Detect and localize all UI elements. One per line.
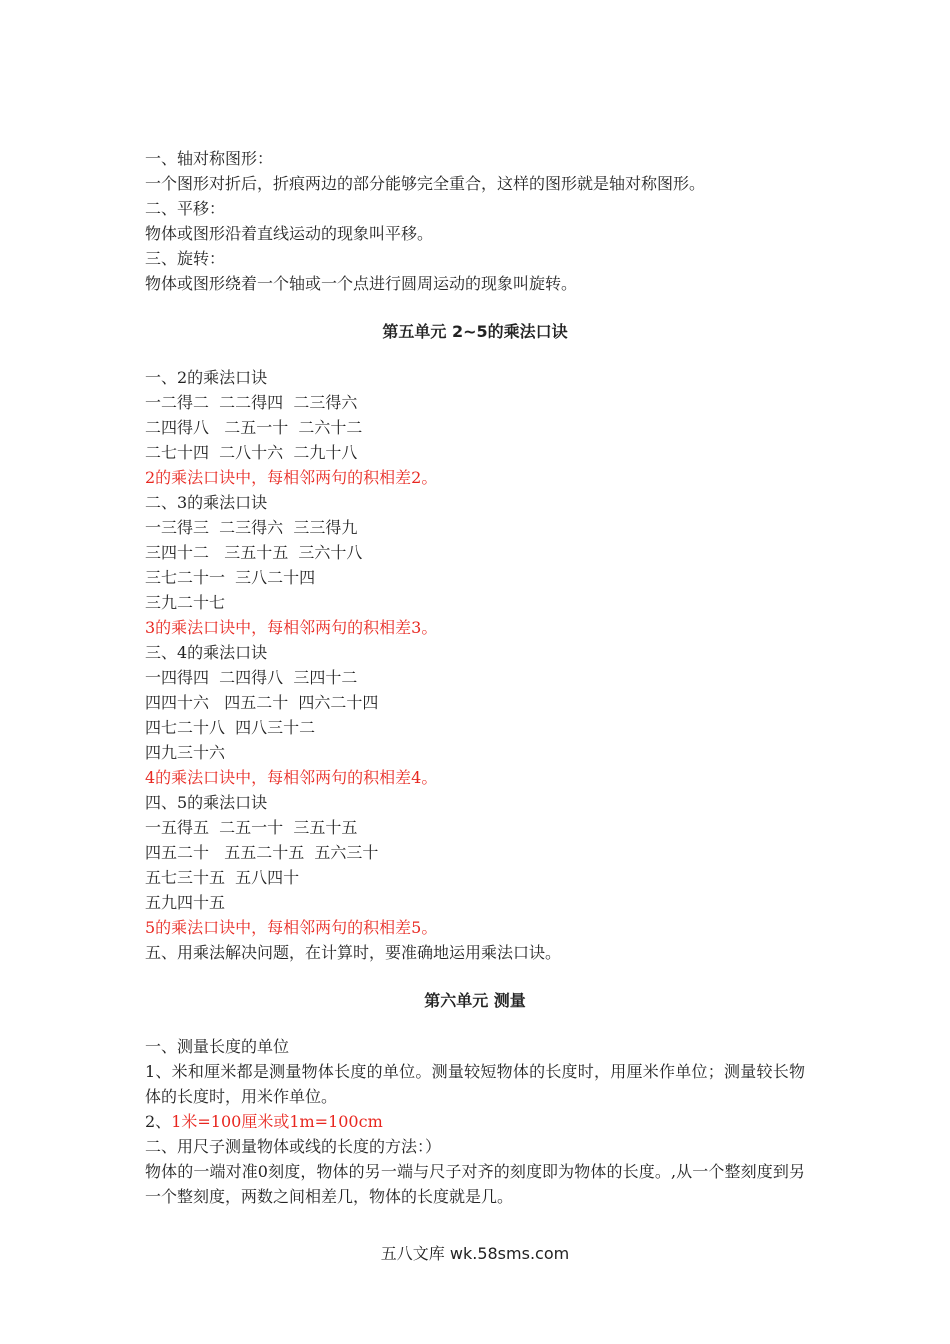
table-two-line: 二七十四 二八十六 二九十八 xyxy=(145,443,358,462)
spacer xyxy=(145,1013,805,1034)
ruler-method-text: 物体的一端对准0刻度，物体的另一端与尺子对齐的刻度即为物体的长度。,从一个整刻度到另一个整刻度，两数之间相差几，物体的长度就是几。 xyxy=(145,1162,805,1206)
table-three-note: 3的乘法口诀中，每相邻两句的积相差3。 xyxy=(145,618,438,637)
unit6-heading: 第六单元 测量 xyxy=(424,991,526,1010)
application-text: 五、用乘法解决问题，在计算时，要准确地运用乘法口诀。 xyxy=(145,943,562,962)
table-two-note: 2的乘法口诀中，每相邻两句的积相差2。 xyxy=(145,468,438,487)
table-three-line: 一三得三 二三得六 三三得九 xyxy=(145,518,358,537)
spacer xyxy=(145,965,805,988)
unit-conversion-text: 1米=100厘米或1m=100cm xyxy=(171,1112,383,1131)
document-body xyxy=(145,146,805,1209)
table-two-title: 一、2的乘法口诀 xyxy=(145,368,268,387)
symmetry-title: 一、轴对称图形： xyxy=(145,149,274,168)
table-four-line: 四七二十八 四八三十二 xyxy=(145,718,316,737)
table-three-title: 二、3的乘法口诀 xyxy=(145,493,268,512)
spacer xyxy=(145,296,805,319)
length-units-text: 1、米和厘米都是测量物体长度的单位。测量较短物体的长度时，用厘米作单位；测量较长物体的长度时，用米作单位。 xyxy=(145,1062,805,1106)
table-four-note: 4的乘法口诀中，每相邻两句的积相差4。 xyxy=(145,768,438,787)
table-three-line: 三四十二 三五十五 三六十八 xyxy=(145,543,363,562)
table-five-line: 五七三十五 五八四十 xyxy=(145,868,300,887)
table-five-note: 5的乘法口诀中，每相邻两句的积相差5。 xyxy=(145,918,438,937)
unit-conversion xyxy=(145,1109,805,1134)
table-three-line: 三九二十七 xyxy=(145,593,226,612)
table-four-title: 三、4的乘法口诀 xyxy=(145,643,268,662)
table-four-line: 四四十六 四五二十 四六二十四 xyxy=(145,693,379,712)
table-four-line: 一四得四 二四得八 三四十二 xyxy=(145,668,358,687)
spacer xyxy=(145,344,805,365)
table-five-line: 四五二十 五五二十五 五六三十 xyxy=(145,843,379,862)
symmetry-definition: 一个图形对折后，折痕两边的部分能够完全重合，这样的图形就是轴对称图形。 xyxy=(145,174,706,193)
ruler-method-title: 二、用尺子测量物体或线的长度的方法：） xyxy=(145,1137,442,1156)
table-four-line: 四九三十六 xyxy=(145,743,226,762)
table-two-line: 二四得八 二五一十 二六十二 xyxy=(145,418,363,437)
table-five-title: 四、5的乘法口诀 xyxy=(145,793,268,812)
unit5-heading: 第五单元 2~5的乘法口诀 xyxy=(382,322,568,341)
translation-definition: 物体或图形沿着直线运动的现象叫平移。 xyxy=(145,224,434,243)
footer-watermark: 五八文库 wk.58sms.com xyxy=(380,1244,570,1263)
length-units-title: 一、测量长度的单位 xyxy=(145,1037,290,1056)
rotation-definition: 物体或图形绕着一个轴或一个点进行圆周运动的现象叫旋转。 xyxy=(145,274,578,293)
table-two-line: 一二得二 二二得四 二三得六 xyxy=(145,393,358,412)
translation-title: 二、平移： xyxy=(145,199,226,218)
unit-conversion-prefix: 2、 xyxy=(145,1112,172,1131)
table-three-line: 三七二十一 三八二十四 xyxy=(145,568,316,587)
table-five-line: 一五得五 二五一十 三五十五 xyxy=(145,818,358,837)
table-five-line: 五九四十五 xyxy=(145,893,226,912)
rotation-title: 三、旋转： xyxy=(145,249,226,268)
